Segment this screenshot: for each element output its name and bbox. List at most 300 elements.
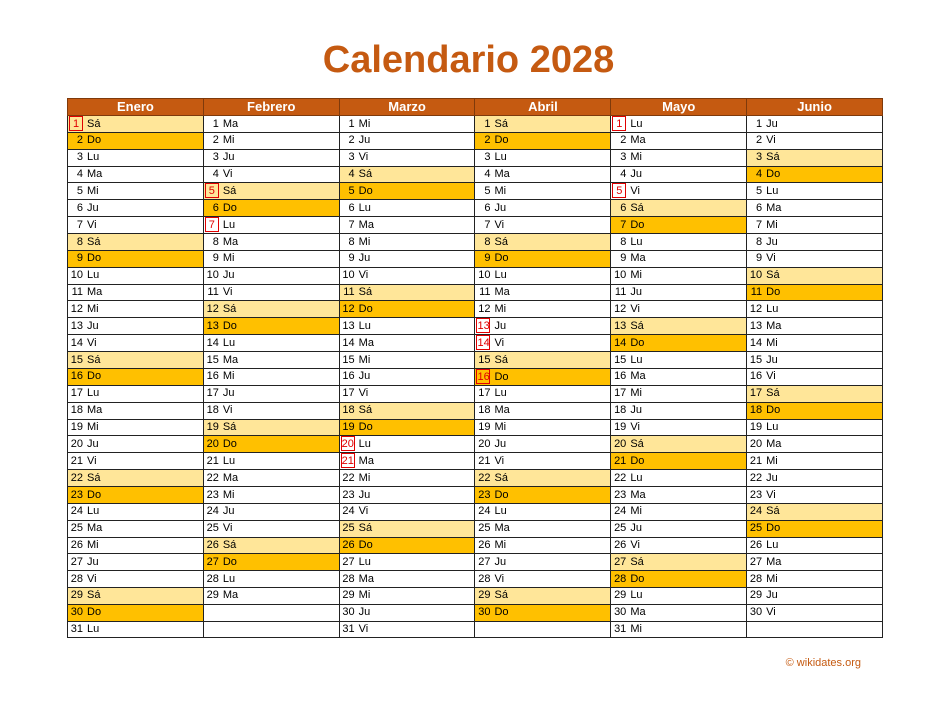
weekday-label: Ma [87, 285, 103, 298]
weekday-label: Mi [222, 488, 235, 501]
day-cell [747, 284, 883, 301]
day-number: 16 [749, 370, 763, 383]
day-row [68, 453, 883, 470]
day-cell [203, 487, 339, 504]
day-number: 31 [70, 622, 83, 635]
day-cell [475, 436, 611, 453]
weekday-label: Lu [494, 151, 507, 164]
weekday-label: Ma [358, 336, 374, 349]
day-cell [611, 453, 747, 470]
weekday-label: Do [494, 134, 509, 147]
day-cell [611, 149, 747, 166]
day-number: 2 [484, 134, 491, 147]
month-header: Febrero [203, 99, 339, 116]
day-number: 1 [484, 117, 491, 130]
weekday-label: Sá [766, 505, 780, 518]
day-cell [203, 267, 339, 284]
day-cell [611, 419, 747, 436]
day-number: 23 [478, 488, 491, 501]
day-cell [203, 520, 339, 537]
day-cell [611, 604, 747, 621]
weekday-label: Sá [222, 185, 237, 198]
weekday-label: Vi [766, 252, 776, 265]
day-number: 22 [478, 471, 491, 484]
day-cell [475, 503, 611, 520]
weekday-label: Vi [87, 454, 97, 467]
day-cell [611, 217, 747, 234]
day-cell [611, 385, 747, 402]
weekday-label: Vi [494, 337, 505, 350]
weekday-label: Ma [766, 201, 782, 214]
weekday-label: Ma [630, 134, 646, 147]
day-cell [611, 537, 747, 554]
weekday-label: Sá [494, 117, 508, 130]
day-row [68, 183, 883, 200]
day-cell [68, 436, 204, 453]
day-cell [475, 385, 611, 402]
day-row [68, 352, 883, 369]
day-cell [68, 604, 204, 621]
day-number: 8 [76, 235, 83, 248]
day-number: 9 [348, 252, 355, 265]
day-cell [747, 217, 883, 234]
day-row [68, 318, 883, 335]
weekday-label: Sá [494, 235, 508, 248]
day-number: 23 [342, 488, 355, 501]
day-number: 8 [348, 235, 355, 248]
day-cell [747, 487, 883, 504]
day-number: 2 [76, 134, 83, 147]
weekday-label: Ma [222, 235, 239, 248]
weekday-label: Sá [87, 235, 101, 248]
day-number: 24 [614, 505, 627, 518]
day-row [68, 419, 883, 436]
weekday-label: Ju [222, 387, 235, 400]
day-cell [747, 352, 883, 369]
day-cell [475, 116, 611, 133]
weekday-label: Vi [358, 151, 369, 164]
day-number: 4 [76, 167, 83, 180]
day-cell [339, 571, 475, 588]
day-cell [339, 621, 475, 638]
day-cell [68, 571, 204, 588]
weekday-label: Sá [766, 151, 780, 164]
day-cell [611, 335, 747, 352]
weekday-label: Vi [358, 387, 369, 400]
day-cell [475, 520, 611, 537]
day-number: 11 [750, 285, 763, 298]
calendar-body [68, 116, 883, 638]
weekday-label: Vi [222, 285, 233, 298]
day-cell [475, 234, 611, 251]
weekday-label: Ma [494, 522, 510, 535]
day-number: 15 [749, 353, 763, 366]
day-number: 17 [70, 387, 83, 400]
day-number: 18 [342, 404, 355, 417]
day-number: 20 [478, 437, 491, 450]
day-number: 27 [478, 555, 491, 568]
day-number: 13 [477, 320, 490, 333]
day-cell [203, 554, 339, 571]
weekday-label: Sá [87, 118, 101, 130]
day-number: 29 [614, 589, 627, 602]
day-cell [339, 200, 475, 217]
day-cell [339, 116, 475, 133]
day-cell [339, 436, 475, 453]
day-number: 14 [749, 336, 763, 349]
weekday-label: Do [87, 488, 102, 501]
weekday-label: Ju [87, 201, 99, 214]
weekday-label: Mi [630, 269, 642, 282]
day-number: 8 [212, 235, 219, 248]
day-number: 20 [749, 437, 763, 450]
day-number: 25 [70, 522, 83, 535]
day-cell [475, 301, 611, 318]
weekday-label: Sá [222, 420, 237, 433]
day-cell [475, 217, 611, 234]
day-number: 26 [614, 538, 627, 551]
day-cell [203, 470, 339, 487]
weekday-label: Do [494, 606, 509, 619]
day-cell [203, 250, 339, 267]
day-row [68, 301, 883, 318]
day-cell [203, 587, 339, 604]
month-header-row [68, 99, 883, 116]
day-cell [68, 166, 204, 183]
day-cell [203, 537, 339, 554]
weekday-label: Ma [630, 488, 646, 501]
day-number: 13 [70, 319, 83, 332]
weekday-label: Lu [494, 387, 507, 400]
day-row [68, 436, 883, 453]
day-cell [339, 318, 475, 335]
weekday-label: Ju [87, 555, 99, 568]
weekday-label: Vi [494, 218, 505, 231]
day-cell [203, 116, 339, 133]
day-number: 11 [614, 285, 627, 298]
day-number: 4 [348, 167, 355, 180]
weekday-label: Mi [358, 471, 371, 484]
day-number: 1 [612, 116, 626, 131]
day-cell [475, 149, 611, 166]
day-number: 10 [614, 269, 627, 282]
day-number: 22 [70, 471, 83, 484]
day-number: 20 [70, 437, 83, 450]
day-number: 27 [70, 555, 83, 568]
weekday-label: Ju [358, 488, 371, 501]
day-number: 14 [342, 336, 355, 349]
day-cell [475, 335, 611, 352]
weekday-label: Sá [630, 555, 644, 568]
day-cell [203, 503, 339, 520]
weekday-label: Mi [494, 420, 507, 433]
weekday-label: Sá [87, 589, 101, 602]
day-cell [68, 234, 204, 251]
day-number: 10 [206, 269, 219, 282]
day-number: 15 [478, 353, 491, 366]
day-row [68, 250, 883, 267]
day-row [68, 284, 883, 301]
day-cell [339, 470, 475, 487]
day-number: 15 [206, 353, 219, 366]
day-number: 26 [749, 538, 763, 551]
weekday-label: Ju [766, 589, 778, 602]
day-cell [68, 470, 204, 487]
weekday-label: Lu [87, 151, 100, 164]
day-number: 30 [342, 606, 355, 619]
weekday-label: Ju [222, 269, 235, 282]
weekday-label: Mi [494, 184, 507, 197]
weekday-label: Do [630, 218, 645, 231]
day-number: 20 [341, 438, 354, 451]
day-cell [475, 571, 611, 588]
day-number: 30 [70, 606, 83, 619]
weekday-label: Ma [494, 167, 510, 180]
day-cell [747, 335, 883, 352]
calendar-table [67, 98, 883, 638]
day-number: 31 [614, 622, 627, 635]
weekday-label: Sá [358, 522, 373, 535]
day-cell [339, 335, 475, 352]
day-cell [203, 284, 339, 301]
day-number: 10 [342, 269, 355, 282]
day-number: 13 [342, 319, 355, 332]
day-number: 16 [206, 370, 219, 383]
weekday-label: Ma [222, 471, 239, 484]
day-row [68, 587, 883, 604]
day-cell [339, 520, 475, 537]
day-cell [203, 166, 339, 183]
day-cell [339, 503, 475, 520]
weekday-label: Sá [630, 201, 644, 214]
day-cell [611, 301, 747, 318]
day-cell [475, 352, 611, 369]
day-number: 15 [70, 353, 83, 366]
day-number: 26 [206, 538, 219, 551]
weekday-label: Do [87, 252, 102, 265]
day-number: 9 [76, 252, 83, 265]
day-number: 14 [206, 336, 219, 349]
day-cell [339, 604, 475, 621]
weekday-label: Do [358, 184, 373, 197]
weekday-label: Ma [766, 319, 782, 332]
day-number: 23 [749, 488, 763, 501]
day-number: 2 [756, 134, 763, 147]
day-row [68, 166, 883, 183]
day-number: 16 [342, 370, 355, 383]
day-cell [475, 267, 611, 284]
day-number: 14 [70, 336, 83, 349]
day-cell [747, 133, 883, 150]
day-cell [203, 621, 339, 638]
day-number: 14 [614, 336, 627, 349]
day-cell [203, 571, 339, 588]
day-number: 11 [479, 285, 491, 298]
weekday-label: Ma [222, 117, 239, 130]
day-cell [203, 133, 339, 150]
weekday-label: Vi [87, 218, 97, 231]
day-cell [339, 453, 475, 470]
weekday-label: Lu [358, 555, 371, 568]
day-number: 28 [70, 572, 83, 585]
day-cell [339, 487, 475, 504]
day-cell [747, 318, 883, 335]
day-cell [475, 250, 611, 267]
day-row [68, 503, 883, 520]
day-cell [475, 133, 611, 150]
day-cell [611, 621, 747, 638]
day-number: 28 [614, 572, 627, 585]
weekday-label: Ju [358, 134, 371, 147]
day-cell [475, 537, 611, 554]
day-cell [203, 352, 339, 369]
day-number: 25 [614, 522, 627, 535]
day-number: 8 [484, 235, 491, 248]
day-number: 29 [478, 589, 491, 602]
day-cell [611, 183, 747, 200]
day-cell [68, 385, 204, 402]
weekday-label: Mi [494, 302, 507, 315]
day-number: 18 [478, 404, 491, 417]
weekday-label: Lu [358, 201, 371, 214]
day-cell [339, 301, 475, 318]
weekday-label: Vi [494, 572, 505, 585]
day-number: 3 [484, 151, 491, 164]
weekday-label: Ma [87, 167, 103, 180]
day-cell [68, 621, 204, 638]
weekday-label: Mi [222, 134, 235, 147]
day-number: 25 [749, 522, 763, 535]
day-number: 28 [206, 572, 219, 585]
weekday-label: Mi [358, 353, 371, 366]
day-cell [68, 200, 204, 217]
weekday-label: Lu [766, 184, 779, 197]
day-cell [475, 453, 611, 470]
day-number: 9 [756, 252, 763, 265]
weekday-label: Vi [766, 370, 776, 383]
weekday-label: Mi [358, 589, 371, 602]
weekday-label: Ma [494, 285, 510, 298]
weekday-label: Lu [630, 235, 643, 248]
weekday-label: Sá [630, 437, 644, 450]
weekday-label: Do [494, 488, 509, 501]
weekday-label: Ju [494, 201, 507, 214]
weekday-label: Ma [358, 455, 374, 468]
weekday-label: Vi [766, 606, 776, 619]
day-cell [747, 453, 883, 470]
weekday-label: Mi [358, 117, 371, 130]
day-cell [475, 284, 611, 301]
day-cell [339, 267, 475, 284]
day-number: 1 [212, 117, 219, 130]
weekday-label: Ju [358, 606, 371, 619]
weekday-label: Sá [766, 269, 780, 282]
day-cell [203, 234, 339, 251]
day-number: 18 [70, 404, 83, 417]
day-number: 23 [614, 488, 627, 501]
day-number: 9 [620, 252, 627, 265]
weekday-label: Ju [766, 235, 778, 248]
day-number: 21 [70, 454, 83, 467]
day-cell [68, 183, 204, 200]
day-number: 1 [756, 117, 763, 130]
day-cell [68, 301, 204, 318]
day-cell [475, 419, 611, 436]
weekday-label: Mi [494, 538, 507, 551]
weekday-label: Mi [630, 387, 642, 400]
day-cell [68, 284, 204, 301]
day-number: 18 [614, 404, 627, 417]
weekday-label: Do [87, 606, 102, 619]
day-number: 18 [749, 404, 763, 417]
month-header: Abril [475, 99, 611, 116]
day-number: 17 [478, 387, 491, 400]
weekday-label: Lu [87, 269, 100, 282]
day-cell [475, 402, 611, 419]
weekday-label: Vi [87, 336, 97, 349]
day-cell [68, 453, 204, 470]
day-cell [611, 200, 747, 217]
day-number: 19 [478, 420, 491, 433]
day-cell [747, 436, 883, 453]
weekday-label: Ju [766, 117, 778, 130]
day-cell [339, 149, 475, 166]
weekday-label: Mi [87, 184, 99, 197]
weekday-label: Vi [630, 302, 640, 315]
day-cell [203, 604, 339, 621]
day-cell [747, 419, 883, 436]
weekday-label: Lu [766, 302, 779, 315]
day-cell [475, 200, 611, 217]
day-cell [747, 604, 883, 621]
day-cell [68, 487, 204, 504]
weekday-label: Lu [87, 387, 100, 400]
weekday-label: Ma [222, 589, 239, 602]
day-row [68, 200, 883, 217]
day-cell [68, 402, 204, 419]
day-cell [68, 419, 204, 436]
weekday-label: Do [222, 437, 237, 450]
weekday-label: Do [766, 522, 781, 535]
day-number: 21 [206, 454, 219, 467]
day-number: 5 [205, 183, 219, 198]
weekday-label: Do [358, 302, 373, 315]
weekday-label: Do [358, 538, 373, 551]
day-number: 24 [478, 505, 491, 518]
day-cell [203, 217, 339, 234]
day-cell [747, 621, 883, 638]
day-cell [747, 166, 883, 183]
day-number: 12 [342, 302, 355, 315]
weekday-label: Do [766, 167, 781, 180]
day-number: 17 [614, 387, 627, 400]
day-number: 19 [614, 420, 627, 433]
day-row [68, 487, 883, 504]
day-cell [747, 554, 883, 571]
day-number: 11 [343, 285, 355, 298]
day-number: 22 [206, 471, 219, 484]
weekday-label: Ju [494, 555, 507, 568]
weekday-label: Do [87, 134, 102, 147]
weekday-label: Ju [494, 437, 507, 450]
day-number: 12 [206, 302, 219, 315]
day-cell [203, 200, 339, 217]
day-cell [203, 453, 339, 470]
day-number: 15 [342, 353, 355, 366]
weekday-label: Ju [358, 370, 371, 383]
day-number: 6 [76, 201, 83, 214]
weekday-label: Vi [358, 269, 369, 282]
